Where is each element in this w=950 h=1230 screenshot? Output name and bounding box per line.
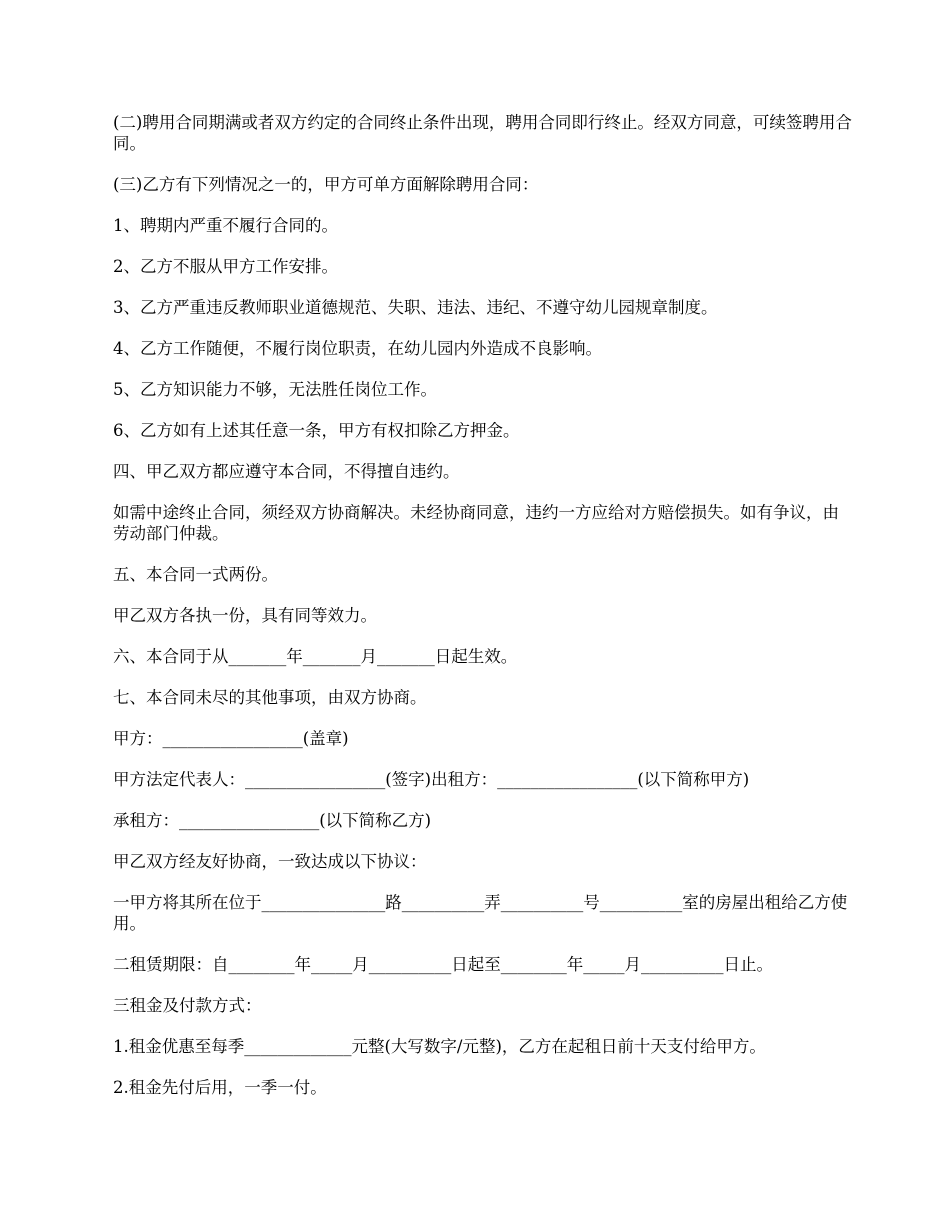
clause-five: 五、本合同一式两份。 [113,565,278,584]
clause-four: 四、甲乙双方都应遵守本合同，不得擅自违约。 [113,462,460,481]
agreement-intro: 甲乙双方经友好协商，一致达成以下协议： [113,852,427,871]
paragraph-unilateral-termination: (三)乙方有下列情况之一的，甲方可单方面解除聘用合同： [113,175,539,194]
premises-clause: 一甲方将其所在位于_______________路__________弄__________号__________室的房屋出租给乙方使用。 [113,893,848,933]
list-item: 3、乙方严重违反教师职业道德规范、失职、违法、违纪、不遵守幼儿园规章制度。 [113,298,718,317]
rent-schedule-clause: 2.租金先付后用，一季一付。 [113,1078,327,1097]
rent-payment-heading: 三租金及付款方式： [113,996,262,1015]
list-item: 1、聘期内严重不履行合同的。 [113,216,338,235]
list-item: 2、乙方不服从甲方工作安排。 [113,257,338,276]
party-a-seal-line: 甲方：_________________(盖章) [113,729,349,748]
document-body [113,112,853,1118]
lessee-line: 承租方：_________________(以下简称乙方) [113,811,432,830]
clause-six-effective-date: 六、本合同于从_______年_______月_______日起生效。 [113,647,518,666]
clause-seven: 七、本合同未尽的其他事项，由双方协商。 [113,688,427,707]
list-item: 4、乙方工作随便，不履行岗位职责，在幼儿园内外造成不良影响。 [113,339,602,358]
paragraph-copies: 甲乙双方各执一份，具有同等效力。 [113,606,377,625]
list-item: 5、乙方知识能力不够，无法胜任岗位工作。 [113,380,437,399]
list-item: 6、乙方如有上述其任意一条，甲方有权扣除乙方押金。 [113,421,520,440]
representative-signature-line: 甲方法定代表人：_________________(签字)出租方：_________________(以下简称甲方) [113,770,750,789]
paragraph-early-termination: 如需中途终止合同，须经双方协商解决。未经协商同意，违约一方应给对方赔偿损失。如有争议，由劳动部门仲裁。 [113,503,839,543]
lease-term-clause: 二租赁期限：自________年_____月__________日起至________年_____月__________日止。 [113,955,773,974]
paragraph-termination-expiry: (二)聘用合同期满或者双方约定的合同终止条件出现，聘用合同即行终止。经双方同意，可续签聘用合同。 [113,113,852,153]
rent-amount-clause: 1.租金优惠至每季_____________元整(大写数字/元整)，乙方在起租日前十天支付给甲方。 [113,1037,766,1056]
